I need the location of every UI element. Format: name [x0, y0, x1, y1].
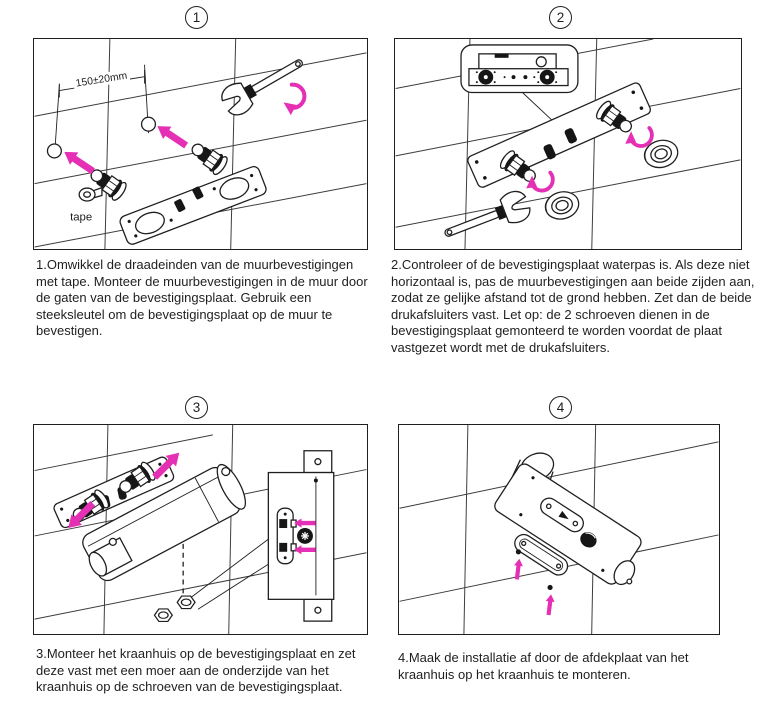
dimension-line — [54, 65, 148, 158]
direction-arrow-icon — [512, 558, 523, 580]
drill-hole-left — [47, 144, 61, 158]
step-4-figure — [398, 424, 720, 635]
wall-fitting-icon — [187, 138, 229, 176]
screw-dot — [516, 549, 521, 554]
hex-nut-icon — [154, 609, 172, 621]
step-3-number: 3 — [192, 400, 201, 415]
step-4-caption: 4.Maak de installatie af door de afdekplaat van het kraanhuis op het kraanhuis te monteren. — [398, 650, 689, 682]
hex-nut-icon — [177, 596, 195, 608]
direction-arrow-icon — [153, 120, 190, 152]
step-2-number-badge — [549, 6, 572, 29]
tape-label: tape — [70, 211, 93, 224]
tape-roll-icon — [79, 188, 102, 201]
screw-dot — [548, 585, 553, 590]
dimension-label: 150±20mm — [75, 70, 129, 90]
wrench-icon — [440, 188, 533, 248]
step-1-caption: 1.Omwikkel de draadeinden van de muurbevestigingen met tape. Monteer de muurbevestigingen in de muur door de gaten van de bevestigingsplaat. Gebruik een steeksleutel om de bevestigingsplaat op de muur te bevestigen. — [36, 257, 368, 339]
drill-hole-right — [142, 117, 156, 131]
step-2-number: 2 — [556, 10, 565, 25]
rotation-arrow-icon — [282, 84, 306, 116]
direction-arrow-icon — [60, 146, 97, 178]
step-1-figure — [33, 38, 368, 250]
step-1-number-badge — [185, 6, 208, 29]
callout-leader-line — [191, 534, 275, 597]
step-4-number: 4 — [556, 400, 565, 415]
stop-valve-ring — [542, 188, 581, 223]
step-2-figure — [394, 38, 742, 250]
direction-arrow-icon — [544, 594, 555, 616]
step-1-number: 1 — [192, 10, 201, 25]
step-3-caption: 3.Monteer het kraanhuis op de bevestigingsplaat en zet deze vast met een moer aan de onderzijde van het kraanhuis op de schroeven van de bevestigingsplaat. — [36, 646, 356, 695]
mounting-plate — [466, 81, 652, 190]
mounting-plate — [118, 164, 268, 246]
underside-detail-callout — [268, 451, 333, 621]
step-3-figure — [33, 424, 368, 635]
step-2-caption: 2.Controleer of de bevestigingsplaat waterpas is. Als deze niet horizontaal is, pas de muurbevestigingen aan beide zijden aan, zodat ze gelijke afstand tot de grond hebben. Zet dan de beide drukafsluiters vast. Let op: de 2 schroeven dienen in de bevestigingsplaat gemonteerd te worden voordat de plaat vastgezet wordt met de drukafsluiters. — [391, 257, 755, 355]
level-detail-callout — [461, 45, 578, 122]
step-4-number-badge — [549, 396, 572, 419]
step-3-number-badge — [185, 396, 208, 419]
